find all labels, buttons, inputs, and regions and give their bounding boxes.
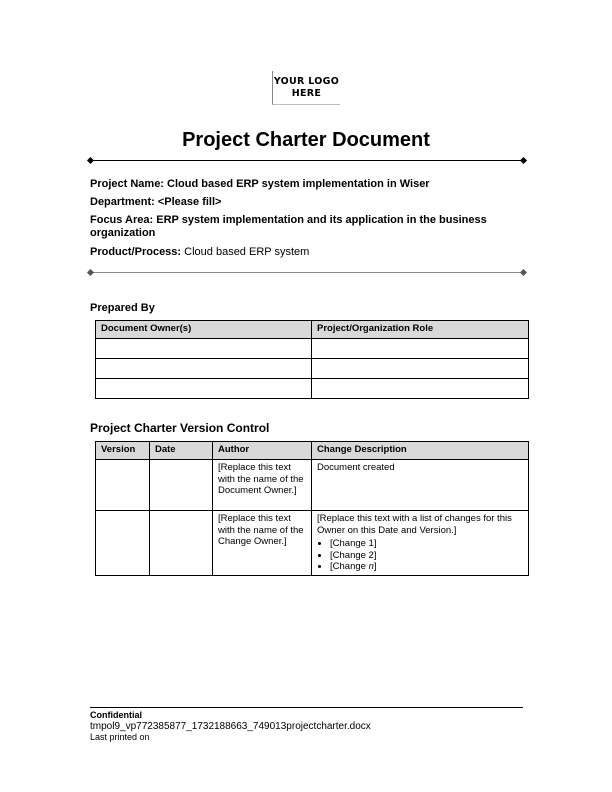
logo-line-1: YOUR LOGO (273, 76, 340, 87)
last-printed: Last printed on (90, 732, 150, 742)
table-header-row (96, 442, 529, 460)
version-cell[interactable] (96, 511, 150, 576)
list-item: • [Change 2] (330, 550, 523, 562)
table-row (96, 379, 529, 399)
table-header-row (96, 321, 529, 339)
table-row (96, 460, 529, 511)
column-header: Document Owner(s) (96, 321, 312, 339)
table-cell[interactable] (312, 379, 529, 399)
column-header: Author (213, 442, 312, 460)
prepared-by-heading: Prepared By (90, 302, 155, 314)
list-item: • [Change n] (330, 561, 523, 573)
change-n-italic: n (368, 561, 374, 572)
version-control-heading: Project Charter Version Control (90, 421, 270, 435)
list-item: • [Change 1] (330, 538, 523, 550)
column-header: Version (96, 442, 150, 460)
change-description-cell[interactable] (312, 511, 529, 576)
project-name-value: Cloud based ERP system implementation in Wiser (167, 178, 430, 190)
change-list (317, 538, 523, 573)
version-control-table (95, 441, 529, 576)
table-cell[interactable] (96, 339, 312, 359)
date-cell[interactable] (150, 511, 213, 576)
focus-area-label: Focus Area: (90, 214, 154, 226)
product-process-field (90, 246, 520, 259)
table-row (96, 511, 529, 576)
change-description-cell[interactable]: Document created (312, 460, 529, 511)
project-name-field (90, 178, 520, 191)
department-value: <Please fill> (157, 196, 222, 208)
author-cell[interactable]: [Replace this text with the name of the Document Owner.] (213, 460, 312, 511)
department-label: Department: (90, 196, 155, 208)
date-cell[interactable] (150, 460, 213, 511)
product-process-label: Product/Process: (90, 246, 182, 258)
title-divider (91, 160, 523, 161)
prepared-by-table (95, 320, 529, 399)
file-name: tmpol9_vp772385877_1732188663_749013projectcharter.docx (90, 721, 371, 732)
version-cell[interactable] (96, 460, 150, 511)
product-process-value: Cloud based ERP system (184, 246, 310, 258)
logo-line-2: HERE (291, 88, 322, 99)
focus-area-value: ERP system implementation and its application in the business organization (90, 214, 487, 239)
table-row (96, 339, 529, 359)
table-cell[interactable] (96, 359, 312, 379)
footer-divider (90, 707, 523, 708)
project-name-label: Project Name: (90, 178, 164, 190)
department-field (90, 196, 520, 209)
table-cell[interactable] (312, 359, 529, 379)
table-cell[interactable] (96, 379, 312, 399)
divider-diamond-right (520, 269, 527, 276)
change-description-text: [Replace this text with a list of changes for this Owner on this Date and Version.] (317, 513, 512, 536)
column-header: Change Description (312, 442, 529, 460)
author-cell[interactable]: [Replace this text with the name of the Change Owner.] (213, 511, 312, 576)
table-cell[interactable] (312, 339, 529, 359)
page-footer (90, 710, 371, 743)
table-row (96, 359, 529, 379)
fields-divider (91, 272, 523, 273)
logo-placeholder (272, 71, 340, 105)
column-header: Date (150, 442, 213, 460)
divider-diamond-right (520, 157, 527, 164)
divider-diamond-left (87, 157, 94, 164)
document-title: Project Charter Document (182, 129, 430, 151)
confidential-label: Confidential (90, 710, 142, 720)
column-header: Project/Organization Role (312, 321, 529, 339)
divider-diamond-left (87, 269, 94, 276)
focus-area-field (90, 214, 520, 240)
